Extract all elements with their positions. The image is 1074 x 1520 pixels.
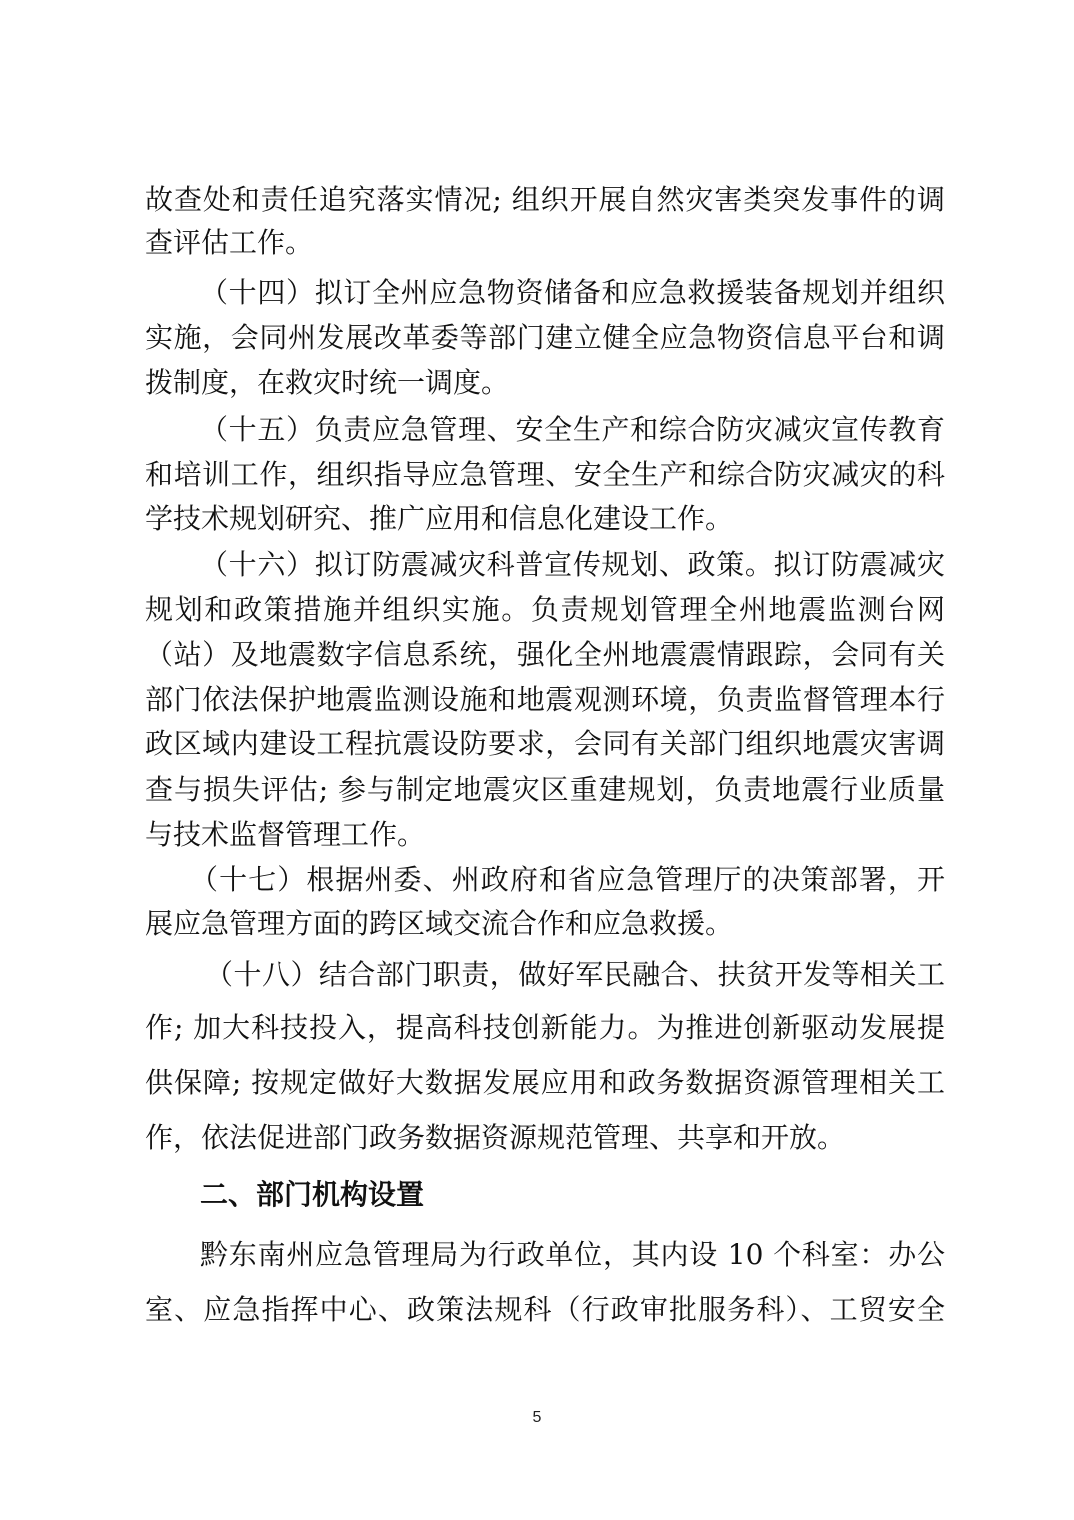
text-line: 与技术监督管理工作。 xyxy=(145,818,426,851)
text-line: 供保障; 按规定做好大数据发展应用和政务数据资源管理相关工 xyxy=(145,1066,945,1099)
text-line: 拨制度，在救灾时统一调度。 xyxy=(145,366,510,399)
item-17-line: （十七）根据州委、州政府和省应急管理厅的决策部署，开 xyxy=(190,863,945,896)
page-number: 5 xyxy=(532,1409,542,1426)
item-15-line: （十五）负责应急管理、安全生产和综合防灾减灾宣传教育 xyxy=(200,413,945,446)
item-16-line: （十六）拟订防震减灾科普宣传规划、政策。拟订防震减灾 xyxy=(200,548,945,581)
text-line: 和培训工作，组织指导应急管理、安全生产和综合防灾减灾的科 xyxy=(145,458,945,491)
text-line: 学技术规划研究、推广应用和信息化建设工作。 xyxy=(145,502,734,535)
text-line: 查与损失评估; 参与制定地震灾区重建规划，负责地震行业质量 xyxy=(145,773,945,806)
text-line: 作，依法促进部门政务数据资源规范管理、共享和开放。 xyxy=(145,1121,846,1154)
text-line: 查评估工作。 xyxy=(145,226,314,259)
item-14-line: （十四）拟订全州应急物资储备和应急救援装备规划并组织 xyxy=(200,276,945,309)
text-line: （站）及地震数字信息系统，强化全州地震震情跟踪，会同有关 xyxy=(145,638,945,671)
text-line: 实施，会同州发展改革委等部门建立健全应急物资信息平台和调 xyxy=(145,321,945,354)
text-line: 政区域内建设工程抗震设防要求，会同有关部门组织地震灾害调 xyxy=(145,727,945,760)
text-line: 部门依法保护地震监测设施和地震观测环境，负责监督管理本行 xyxy=(145,683,945,716)
text-line: 室、应急指挥中心、政策法规科（行政审批服务科）、工贸安全 xyxy=(145,1293,945,1326)
text-line: 黔东南州应急管理局为行政单位，其内设 10 个科室：办公 xyxy=(200,1238,945,1271)
text-line: 规划和政策措施并组织实施。负责规划管理全州地震监测台网 xyxy=(145,593,945,626)
text-line: 故查处和责任追究落实情况; 组织开展自然灾害类突发事件的调 xyxy=(145,183,945,216)
text-line: 展应急管理方面的跨区域交流合作和应急救援。 xyxy=(145,907,734,940)
item-18-line: （十八）结合部门职责，做好军民融合、扶贫开发等相关工 xyxy=(205,958,945,991)
section-heading: 二、部门机构设置 xyxy=(200,1178,425,1211)
text-line: 作; 加大科技投入，提高科技创新能力。为推进创新驱动发展提 xyxy=(145,1011,945,1044)
